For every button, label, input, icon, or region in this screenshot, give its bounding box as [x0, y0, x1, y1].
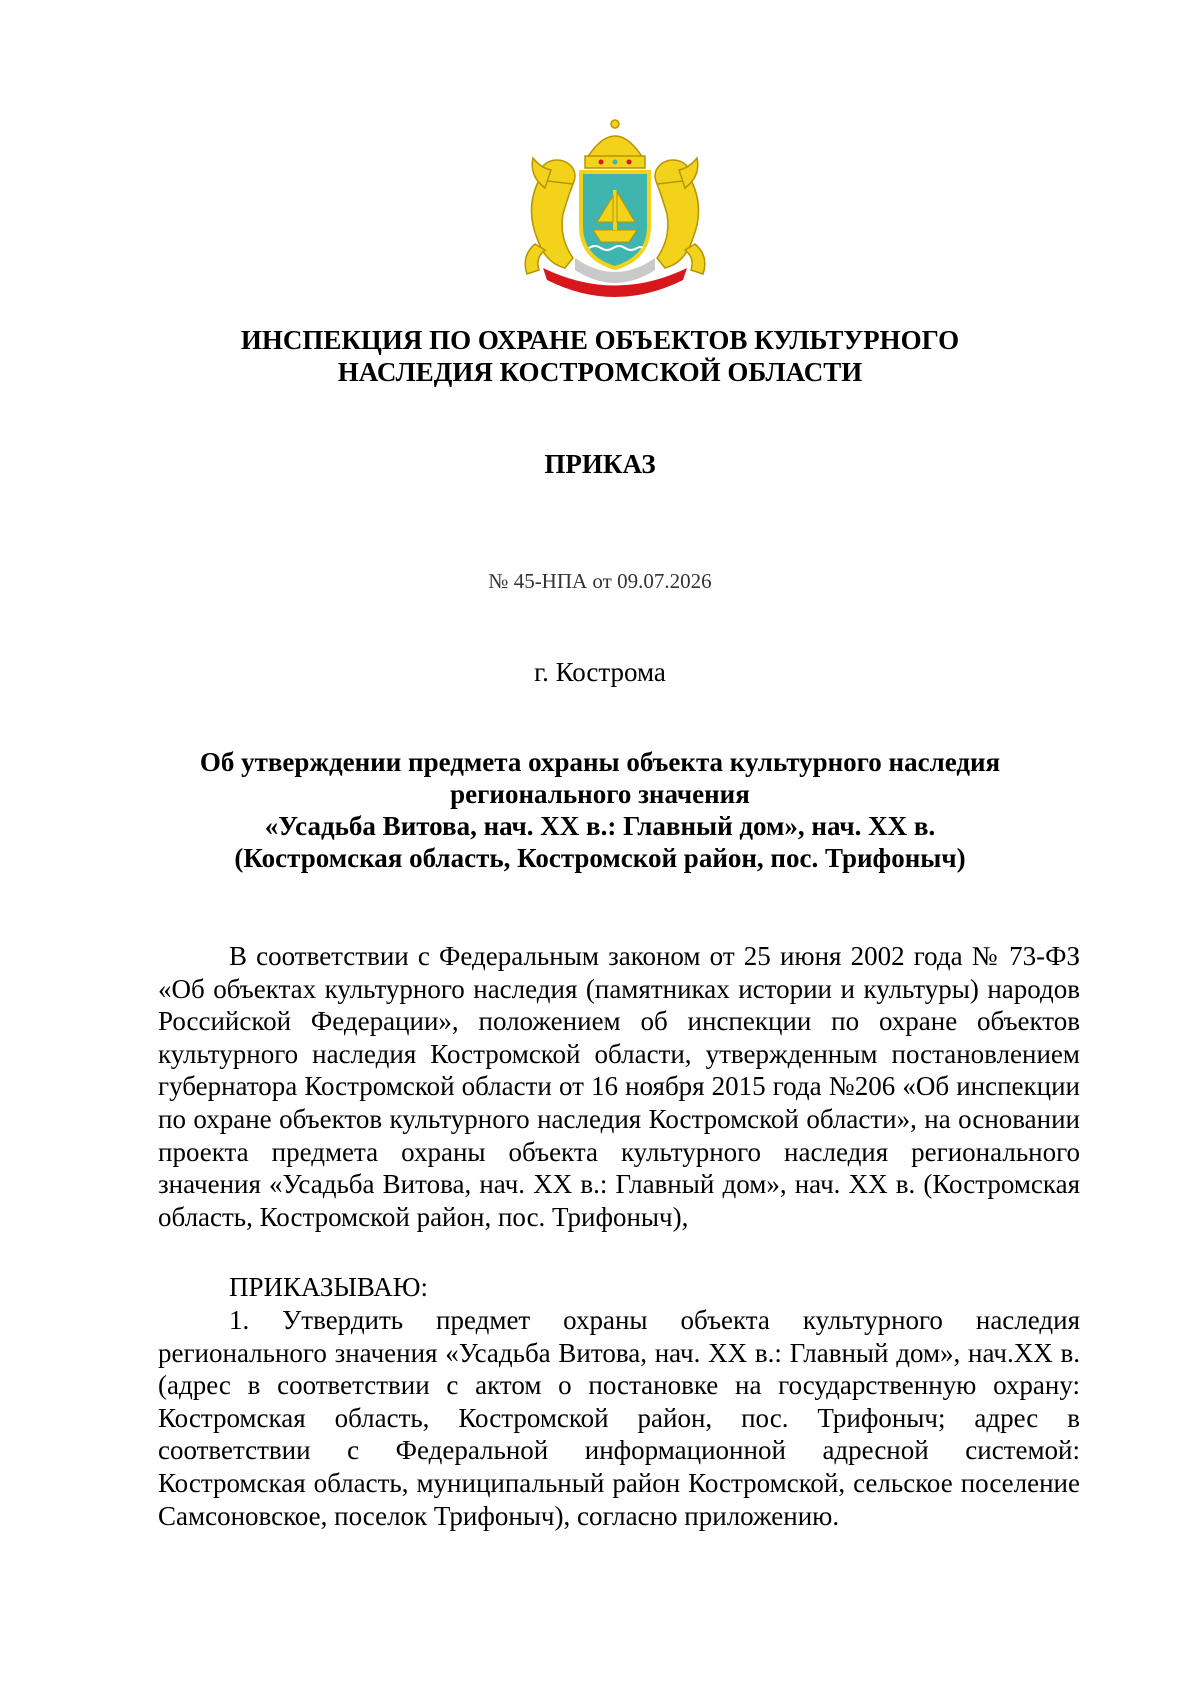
order-item-1: 1. Утвердить предмет охраны объекта культурного наследия регионального значения «Усадьба Витова, нач. XX в.: Главный дом», нач.XX в. (адрес в соответствии с актом о постановке на государственную охрану: Костромская область, Костромской район, пос. Трифоныч; адрес в соответствии с Федеральной информационной адресной системой: Костромская область, муниципальный район Костромской, сельское поселение Самсоновское, поселок Трифоныч), согласно приложению. [158, 1305, 1080, 1531]
organization-title-line: ИНСПЕКЦИЯ ПО ОХРАНЕ ОБЪЕКТОВ КУЛЬТУРНОГО [240, 325, 960, 355]
document-subject [0, 746, 1200, 874]
order-word: ПРИКАЗЫВАЮ: [229, 1272, 428, 1302]
preamble-paragraph: В соответствии с Федеральным законом от 25 июня 2002 года № 73-ФЗ «Об объектах культурного наследия (памятниках истории и культуры) народов Российской Федерации», положением об инспекции по охране объектов культурного наследия Костромской области, утвержденным постановлением губернатора Костромской области от 16 ноября 2015 года №206 «Об инспекции по охране объектов культурного наследия Костромской области», на основании проекта предмета охраны объекта культурного наследия регионального значения «Усадьба Витова, нач. XX в.: Главный дом», нач. XX в. (Костромская область, Костромской район, пос. Трифоныч), [158, 941, 1080, 1232]
coat-of-arms-icon [515, 118, 715, 298]
subject-line: Об утверждении предмета охраны объекта культурного наследия [199, 747, 1001, 777]
subject-line: «Усадьба Витова, нач. XX в.: Главный дом», нач. XX в. [264, 811, 936, 841]
document-city: г. Кострома [534, 657, 666, 687]
document-number: № 45-НПА от 09.07.2026 [488, 569, 712, 593]
subject-line: (Костромская область, Костромской район, пос. Трифоныч) [234, 843, 966, 873]
subject-line: регионального значения [450, 779, 750, 809]
organization-title-line: НАСЛЕДИЯ КОСТРОМСКОЙ ОБЛАСТИ [337, 357, 863, 387]
organization-title [0, 324, 1200, 388]
document-type: ПРИКАЗ [544, 449, 656, 479]
